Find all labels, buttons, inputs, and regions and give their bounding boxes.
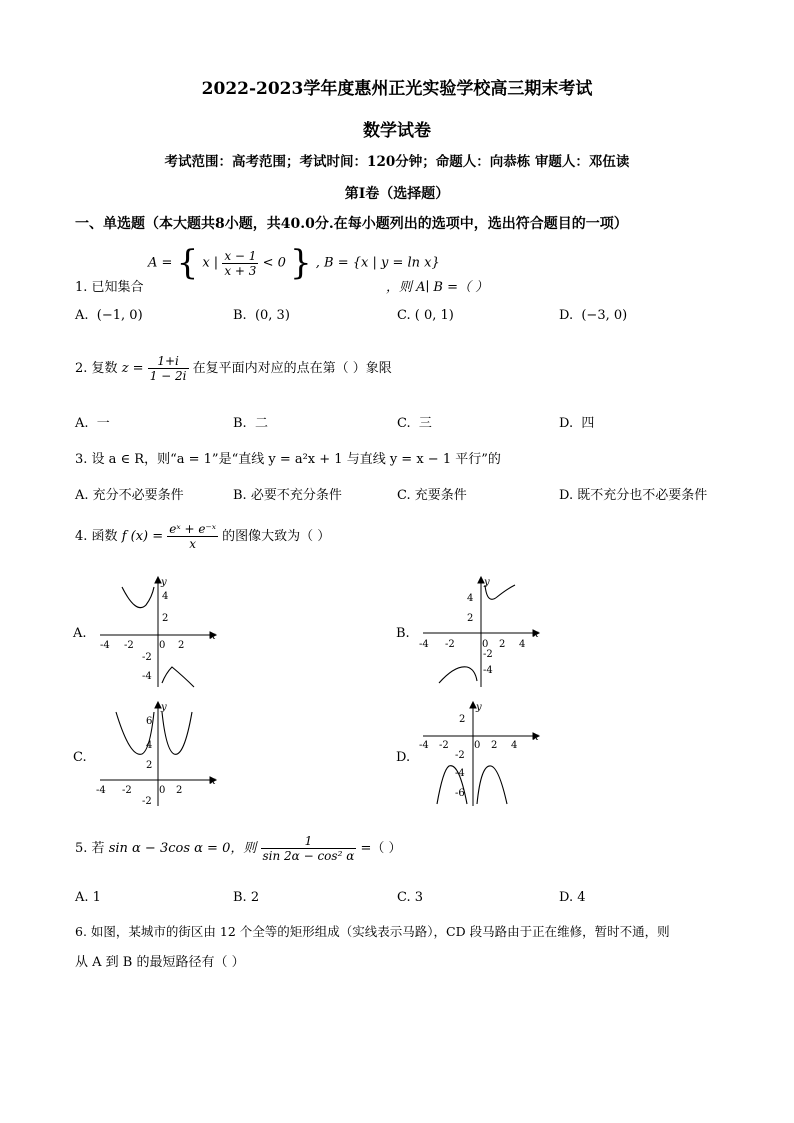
svg-text:4: 4 bbox=[146, 740, 153, 751]
q1-option-d: D. (−3, 0) bbox=[559, 308, 628, 323]
q3-option-c: C. 充要条件 bbox=[397, 488, 467, 503]
exam-subtitle: 数学试卷 bbox=[363, 121, 431, 141]
q5-stem: 5. 若 sin α − 3cos α = 0，则 $\frac{1}{\text{sin 2α − cos² α}}$ =（ ） bbox=[75, 834, 402, 863]
svg-text:-4: -4 bbox=[483, 665, 493, 676]
svg-text:0: 0 bbox=[482, 639, 489, 650]
q5-option-d: D. 4 bbox=[559, 890, 586, 905]
q1-stem: 1. 已知集合 bbox=[75, 280, 144, 295]
svg-text:-4: -4 bbox=[96, 785, 106, 796]
q2-option-a: A. 一 bbox=[75, 416, 110, 431]
q1-option-b: B. (0, 3) bbox=[233, 308, 290, 323]
q1-option-c: C. ( 0, 1) bbox=[397, 308, 454, 323]
svg-text:2: 2 bbox=[162, 613, 169, 624]
q4-fraction: $\frac{\text{eˣ + e⁻ˣ}}{x}$ bbox=[169, 522, 217, 551]
q2-fraction: $\frac{1+i}{1 - 2i}$ bbox=[149, 354, 187, 383]
q1-set-a-x: x | bbox=[202, 255, 219, 271]
svg-text:-4: -4 bbox=[100, 640, 110, 651]
q5-option-a: A. 1 bbox=[75, 890, 101, 905]
q4-graph-a bbox=[92, 575, 222, 690]
q4-stem: 4. 函数 f (x) = $\frac{\text{eˣ + e⁻ˣ}}{x}$ 的图像大致为（ ） bbox=[75, 522, 331, 551]
q3-option-a: A. 充分不必要条件 bbox=[75, 488, 184, 503]
svg-text:2: 2 bbox=[491, 740, 498, 751]
svg-text:-6: -6 bbox=[455, 788, 465, 799]
q5-option-b: B. 2 bbox=[233, 890, 260, 905]
q4-graph-label-c: C. bbox=[73, 750, 87, 765]
q1-set-a-tail: < 0 bbox=[262, 255, 286, 271]
svg-text:-2: -2 bbox=[122, 785, 132, 796]
svg-text:4: 4 bbox=[511, 740, 518, 751]
q2-option-c: C. 三 bbox=[397, 416, 432, 431]
q6-stem-line2: 从 A 到 B 的最短路径有（ ） bbox=[75, 955, 245, 970]
svg-text:x: x bbox=[533, 732, 539, 743]
svg-text:y: y bbox=[161, 702, 167, 713]
svg-text:x: x bbox=[210, 631, 216, 642]
svg-text:-2: -2 bbox=[439, 740, 449, 751]
q4-graph-label-b: B. bbox=[396, 626, 410, 641]
svg-text:y: y bbox=[161, 577, 167, 588]
q4-graph-c bbox=[92, 700, 222, 810]
svg-text:-2: -2 bbox=[124, 640, 134, 651]
svg-text:2: 2 bbox=[178, 640, 185, 651]
q4-graph-label-a: A. bbox=[73, 626, 87, 641]
svg-text:-2: -2 bbox=[455, 750, 465, 761]
svg-text:-4: -4 bbox=[419, 639, 429, 650]
svg-text:-2: -2 bbox=[142, 796, 152, 807]
part-heading: 第I卷（选择题） bbox=[344, 186, 450, 202]
svg-text:2: 2 bbox=[459, 714, 466, 725]
q4-graph-label-d: D. bbox=[396, 750, 411, 765]
q2-option-b: B. 二 bbox=[233, 416, 268, 431]
q1-set-expression: A = { x | $\frac{x - 1}{x + 3}$ < 0 } , B = {x | y = ln x} bbox=[148, 243, 440, 283]
q5-fraction: $\frac{1}{\text{sin 2α − cos² α}}$ bbox=[262, 834, 355, 863]
q3-stem: 3. 设 a ∈ R，则“a = 1”是“直线 y = a²x + 1 与直线 y = x − 1 平行”的 bbox=[75, 452, 501, 467]
section-heading: 一、单选题（本大题共8小题，共40.0分.在每小题列出的选项中，选出符合题目的一项） bbox=[75, 216, 628, 232]
svg-text:4: 4 bbox=[519, 639, 526, 650]
exam-title: 2022-2023学年度惠州正光实验学校高三期末考试 bbox=[201, 79, 593, 99]
q1-set-a-left: A = bbox=[148, 255, 173, 271]
svg-text:-2: -2 bbox=[483, 649, 493, 660]
q4-graph-b bbox=[415, 575, 545, 690]
q1-set-b: , B = {x | y = ln x} bbox=[315, 255, 440, 271]
svg-text:6: 6 bbox=[146, 716, 153, 727]
q2-stem: 2. 复数 z = $\frac{1+i}{1 - 2i}$ 在复平面内对应的点在第（ ）象限 bbox=[75, 354, 392, 383]
svg-text:4: 4 bbox=[162, 591, 169, 602]
svg-text:-2: -2 bbox=[142, 652, 152, 663]
q3-option-d: D. 既不充分也不必要条件 bbox=[559, 488, 708, 503]
q1-tail: ，则 A∣ B =（ ） bbox=[386, 280, 489, 295]
q4-graph-d bbox=[415, 700, 545, 810]
svg-text:y: y bbox=[484, 577, 490, 588]
q6-stem-line1: 6. 如图，某城市的街区由 12 个全等的矩形组成（实线表示马路），CD 段马路由于正在维修，暂时不通，则 bbox=[75, 924, 670, 939]
svg-text:y: y bbox=[476, 702, 482, 713]
svg-text:-4: -4 bbox=[142, 671, 152, 682]
svg-text:-4: -4 bbox=[419, 740, 429, 751]
svg-text:2: 2 bbox=[176, 785, 183, 796]
q5-option-c: C. 3 bbox=[397, 890, 424, 905]
svg-text:x: x bbox=[533, 629, 539, 640]
q3-option-b: B. 必要不充分条件 bbox=[233, 488, 342, 503]
svg-text:0: 0 bbox=[474, 740, 481, 751]
q1-option-a: A. (−1, 0) bbox=[75, 308, 143, 323]
svg-text:-2: -2 bbox=[445, 639, 455, 650]
svg-text:0: 0 bbox=[159, 640, 166, 651]
svg-text:2: 2 bbox=[467, 613, 474, 624]
svg-text:-4: -4 bbox=[455, 768, 465, 779]
svg-text:2: 2 bbox=[146, 760, 153, 771]
svg-text:4: 4 bbox=[467, 593, 474, 604]
q2-option-d: D. 四 bbox=[559, 416, 595, 431]
svg-text:0: 0 bbox=[159, 785, 166, 796]
exam-info: 考试范围：高考范围；考试时间：120分钟；命题人：向恭栋 审题人：邓伍读 bbox=[164, 154, 630, 170]
svg-text:2: 2 bbox=[499, 639, 506, 650]
q1-fraction: $\frac{x - 1}{x + 3}$ bbox=[224, 248, 257, 278]
svg-text:x: x bbox=[210, 776, 216, 787]
